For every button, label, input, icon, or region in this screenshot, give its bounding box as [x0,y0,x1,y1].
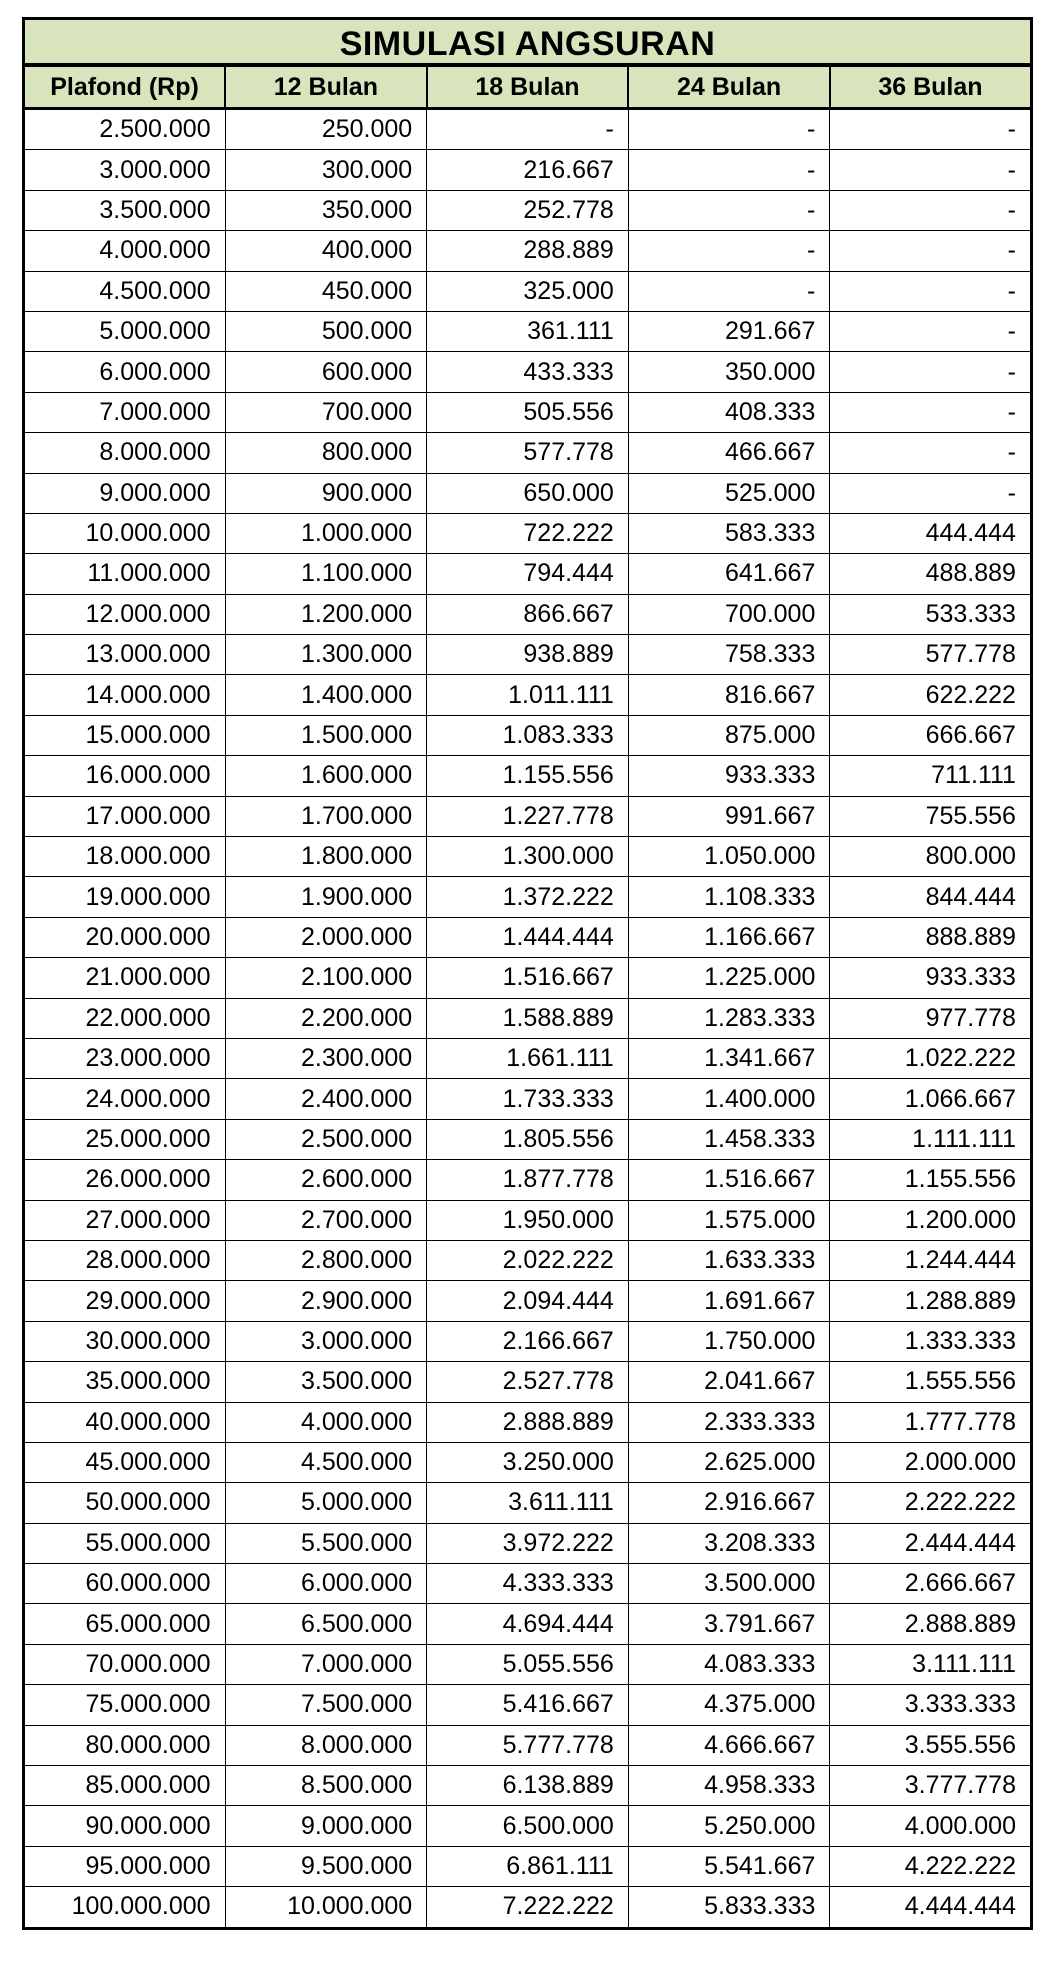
installment-18-cell: 1.227.778 [427,796,629,836]
installment-12-cell: 1.300.000 [225,635,427,675]
installment-36-cell: 488.889 [830,554,1032,594]
installment-12-cell: 7.500.000 [225,1685,427,1725]
plafond-cell: 29.000.000 [24,1281,226,1321]
column-header-plafond: Plafond (Rp) [24,66,226,109]
installment-18-cell: 288.889 [427,231,629,271]
plafond-cell: 19.000.000 [24,877,226,917]
plafond-cell: 20.000.000 [24,917,226,957]
installment-12-cell: 7.000.000 [225,1644,427,1684]
table-title: SIMULASI ANGSURAN [22,17,1033,65]
installment-36-cell: 3.555.556 [830,1725,1032,1765]
plafond-cell: 35.000.000 [24,1362,226,1402]
installment-24-cell: 1.400.000 [628,1079,830,1119]
installment-36-cell: 666.667 [830,715,1032,755]
plafond-cell: 2.500.000 [24,109,226,150]
installment-12-cell: 2.500.000 [225,1119,427,1159]
installment-24-cell: 3.791.667 [628,1604,830,1644]
installment-12-cell: 5.500.000 [225,1523,427,1563]
table-row [24,1685,1032,1725]
installment-24-cell: 2.333.333 [628,1402,830,1442]
installment-24-cell: 583.333 [628,513,830,553]
installment-24-cell: 700.000 [628,594,830,634]
installment-36-cell: - [830,433,1032,473]
installment-18-cell: 577.778 [427,433,629,473]
plafond-cell: 40.000.000 [24,1402,226,1442]
table-row [24,635,1032,675]
installment-36-cell: 1.555.556 [830,1362,1032,1402]
plafond-cell: 15.000.000 [24,715,226,755]
table-row [24,998,1032,1038]
plafond-cell: 85.000.000 [24,1766,226,1806]
installment-24-cell: 641.667 [628,554,830,594]
table-row [24,1604,1032,1644]
table-body [24,109,1032,1929]
installment-12-cell: 6.500.000 [225,1604,427,1644]
installment-36-cell: - [830,473,1032,513]
installment-24-cell: - [628,231,830,271]
installment-12-cell: 1.200.000 [225,594,427,634]
column-header-18-bulan: 18 Bulan [427,66,629,109]
installment-36-cell: - [830,271,1032,311]
installment-36-cell: 1.333.333 [830,1321,1032,1361]
plafond-cell: 45.000.000 [24,1442,226,1482]
installment-18-cell: 3.611.111 [427,1483,629,1523]
installment-24-cell: - [628,190,830,230]
installment-36-cell: - [830,231,1032,271]
installment-18-cell: 325.000 [427,271,629,311]
installment-12-cell: 5.000.000 [225,1483,427,1523]
table-row [24,1160,1032,1200]
installment-36-cell: 1.288.889 [830,1281,1032,1321]
table-row [24,392,1032,432]
table-row [24,311,1032,351]
installment-36-cell: 533.333 [830,594,1032,634]
column-header-12-bulan: 12 Bulan [225,66,427,109]
plafond-cell: 28.000.000 [24,1240,226,1280]
plafond-cell: 24.000.000 [24,1079,226,1119]
installment-12-cell: 4.000.000 [225,1402,427,1442]
table-row [24,1362,1032,1402]
installment-12-cell: 500.000 [225,311,427,351]
plafond-cell: 7.000.000 [24,392,226,432]
installment-36-cell: 888.889 [830,917,1032,957]
plafond-cell: 25.000.000 [24,1119,226,1159]
table-row [24,1321,1032,1361]
installment-18-cell: 5.777.778 [427,1725,629,1765]
installment-36-cell: - [830,311,1032,351]
installment-12-cell: 1.800.000 [225,837,427,877]
installment-24-cell: 875.000 [628,715,830,755]
table-row [24,1846,1032,1886]
plafond-cell: 23.000.000 [24,1038,226,1078]
table-row [24,917,1032,957]
installment-18-cell: 794.444 [427,554,629,594]
installment-24-cell: 991.667 [628,796,830,836]
installment-24-cell: 4.958.333 [628,1766,830,1806]
installment-24-cell: 1.516.667 [628,1160,830,1200]
installment-36-cell: - [830,150,1032,190]
table-row [24,473,1032,513]
installment-18-cell: 216.667 [427,150,629,190]
plafond-cell: 95.000.000 [24,1846,226,1886]
installment-36-cell: 2.888.889 [830,1604,1032,1644]
installment-12-cell: 4.500.000 [225,1442,427,1482]
plafond-cell: 3.000.000 [24,150,226,190]
plafond-cell: 18.000.000 [24,837,226,877]
plafond-cell: 27.000.000 [24,1200,226,1240]
plafond-cell: 16.000.000 [24,756,226,796]
installment-18-cell: 1.950.000 [427,1200,629,1240]
installment-18-cell: 4.694.444 [427,1604,629,1644]
table-row [24,958,1032,998]
installment-18-cell: 1.588.889 [427,998,629,1038]
plafond-cell: 9.000.000 [24,473,226,513]
plafond-cell: 75.000.000 [24,1685,226,1725]
installment-24-cell: 1.575.000 [628,1200,830,1240]
installment-36-cell: 711.111 [830,756,1032,796]
plafond-cell: 8.000.000 [24,433,226,473]
installment-36-cell: 2.222.222 [830,1483,1032,1523]
table-row [24,1119,1032,1159]
plafond-cell: 21.000.000 [24,958,226,998]
installment-24-cell: 3.208.333 [628,1523,830,1563]
installment-18-cell: 3.972.222 [427,1523,629,1563]
installment-36-cell: 844.444 [830,877,1032,917]
installment-36-cell: 4.222.222 [830,1846,1032,1886]
installment-12-cell: 600.000 [225,352,427,392]
installment-24-cell: 1.050.000 [628,837,830,877]
installment-24-cell: 5.250.000 [628,1806,830,1846]
table-row [24,1725,1032,1765]
installment-12-cell: 2.300.000 [225,1038,427,1078]
installment-18-cell: 361.111 [427,311,629,351]
installment-12-cell: 2.700.000 [225,1200,427,1240]
installment-12-cell: 1.000.000 [225,513,427,553]
table-row [24,1806,1032,1846]
installment-12-cell: 3.000.000 [225,1321,427,1361]
installment-12-cell: 300.000 [225,150,427,190]
installment-12-cell: 1.100.000 [225,554,427,594]
installment-36-cell: 2.000.000 [830,1442,1032,1482]
column-header-24-bulan: 24 Bulan [628,66,830,109]
installment-24-cell: 466.667 [628,433,830,473]
installment-18-cell: 1.877.778 [427,1160,629,1200]
installment-18-cell: 2.022.222 [427,1240,629,1280]
table-row [24,675,1032,715]
table-row [24,837,1032,877]
installment-36-cell: 1.777.778 [830,1402,1032,1442]
installment-24-cell: 1.166.667 [628,917,830,957]
installment-36-cell: - [830,352,1032,392]
installment-24-cell: 2.916.667 [628,1483,830,1523]
installment-12-cell: 6.000.000 [225,1564,427,1604]
installment-12-cell: 2.600.000 [225,1160,427,1200]
installment-36-cell: 3.333.333 [830,1685,1032,1725]
installment-36-cell: 622.222 [830,675,1032,715]
table-row [24,352,1032,392]
installment-12-cell: 250.000 [225,109,427,150]
installment-18-cell: 4.333.333 [427,1564,629,1604]
plafond-cell: 90.000.000 [24,1806,226,1846]
installment-36-cell: 577.778 [830,635,1032,675]
plafond-cell: 60.000.000 [24,1564,226,1604]
installment-36-cell: 2.444.444 [830,1523,1032,1563]
table-row [24,513,1032,553]
table-row [24,594,1032,634]
plafond-cell: 55.000.000 [24,1523,226,1563]
installment-18-cell: 1.083.333 [427,715,629,755]
installment-24-cell: 1.283.333 [628,998,830,1038]
table-row [24,1644,1032,1684]
installment-12-cell: 8.000.000 [225,1725,427,1765]
plafond-cell: 65.000.000 [24,1604,226,1644]
installment-24-cell: 350.000 [628,352,830,392]
table-row [24,190,1032,230]
installment-18-cell: 6.500.000 [427,1806,629,1846]
installment-24-cell: 3.500.000 [628,1564,830,1604]
installment-36-cell: 1.111.111 [830,1119,1032,1159]
installment-12-cell: 2.900.000 [225,1281,427,1321]
installment-12-cell: 400.000 [225,231,427,271]
installment-18-cell: 5.055.556 [427,1644,629,1684]
installment-12-cell: 2.100.000 [225,958,427,998]
installment-18-cell: 5.416.667 [427,1685,629,1725]
table-row [24,1483,1032,1523]
installment-12-cell: 450.000 [225,271,427,311]
installment-12-cell: 700.000 [225,392,427,432]
table-row [24,554,1032,594]
table-row [24,1766,1032,1806]
plafond-cell: 10.000.000 [24,513,226,553]
installment-24-cell: 2.041.667 [628,1362,830,1402]
installment-24-cell: 1.633.333 [628,1240,830,1280]
installment-12-cell: 1.700.000 [225,796,427,836]
table-row [24,150,1032,190]
plafond-cell: 4.500.000 [24,271,226,311]
plafond-cell: 14.000.000 [24,675,226,715]
installment-24-cell: 758.333 [628,635,830,675]
installment-36-cell: 3.111.111 [830,1644,1032,1684]
installment-24-cell: 2.625.000 [628,1442,830,1482]
plafond-cell: 6.000.000 [24,352,226,392]
installment-18-cell: 938.889 [427,635,629,675]
installment-18-cell: 650.000 [427,473,629,513]
installment-simulation-sheet [22,17,1030,1930]
table-header [24,66,1032,109]
installment-24-cell: 1.341.667 [628,1038,830,1078]
installment-36-cell: 4.000.000 [830,1806,1032,1846]
column-header-36-bulan: 36 Bulan [830,66,1032,109]
plafond-cell: 80.000.000 [24,1725,226,1765]
installment-36-cell: 1.200.000 [830,1200,1032,1240]
installment-12-cell: 2.200.000 [225,998,427,1038]
table-row [24,1281,1032,1321]
installment-24-cell: - [628,150,830,190]
table-row [24,1200,1032,1240]
installment-12-cell: 3.500.000 [225,1362,427,1402]
installment-24-cell: 1.108.333 [628,877,830,917]
installment-18-cell: 2.166.667 [427,1321,629,1361]
installment-36-cell: 1.244.444 [830,1240,1032,1280]
table-row [24,877,1032,917]
plafond-cell: 17.000.000 [24,796,226,836]
installment-24-cell: 525.000 [628,473,830,513]
installment-36-cell: - [830,190,1032,230]
installment-12-cell: 2.400.000 [225,1079,427,1119]
installment-24-cell: - [628,109,830,150]
table-row [24,715,1032,755]
installment-18-cell: 1.805.556 [427,1119,629,1159]
table-row [24,1402,1032,1442]
table-row [24,1523,1032,1563]
installment-36-cell: - [830,392,1032,432]
installment-36-cell: 2.666.667 [830,1564,1032,1604]
installment-24-cell: 4.083.333 [628,1644,830,1684]
installment-12-cell: 350.000 [225,190,427,230]
installment-18-cell: 866.667 [427,594,629,634]
installment-18-cell: 3.250.000 [427,1442,629,1482]
plafond-cell: 4.000.000 [24,231,226,271]
installment-18-cell: 2.094.444 [427,1281,629,1321]
installment-36-cell: 933.333 [830,958,1032,998]
installment-36-cell: 444.444 [830,513,1032,553]
installment-24-cell: 5.833.333 [628,1887,830,1928]
installment-18-cell: 6.138.889 [427,1766,629,1806]
installment-24-cell: 408.333 [628,392,830,432]
table-row [24,1442,1032,1482]
installment-24-cell: 4.375.000 [628,1685,830,1725]
installment-18-cell: 1.372.222 [427,877,629,917]
plafond-cell: 70.000.000 [24,1644,226,1684]
installment-12-cell: 800.000 [225,433,427,473]
installment-18-cell: 1.661.111 [427,1038,629,1078]
installment-18-cell: 1.155.556 [427,756,629,796]
installment-12-cell: 8.500.000 [225,1766,427,1806]
plafond-cell: 11.000.000 [24,554,226,594]
installment-24-cell: - [628,271,830,311]
installment-12-cell: 2.000.000 [225,917,427,957]
installment-12-cell: 1.500.000 [225,715,427,755]
installment-36-cell: 4.444.444 [830,1887,1032,1928]
installment-18-cell: 1.011.111 [427,675,629,715]
installment-24-cell: 4.666.667 [628,1725,830,1765]
installment-36-cell: 3.777.778 [830,1766,1032,1806]
plafond-cell: 3.500.000 [24,190,226,230]
installment-36-cell: 1.066.667 [830,1079,1032,1119]
table-row [24,433,1032,473]
installment-12-cell: 2.800.000 [225,1240,427,1280]
installment-24-cell: 1.225.000 [628,958,830,998]
installment-18-cell: 505.556 [427,392,629,432]
installment-24-cell: 291.667 [628,311,830,351]
installment-12-cell: 10.000.000 [225,1887,427,1928]
table-row [24,1038,1032,1078]
installment-18-cell: 2.527.778 [427,1362,629,1402]
plafond-cell: 5.000.000 [24,311,226,351]
installment-12-cell: 1.400.000 [225,675,427,715]
installment-18-cell: - [427,109,629,150]
installment-12-cell: 9.500.000 [225,1846,427,1886]
installment-24-cell: 933.333 [628,756,830,796]
installment-18-cell: 1.516.667 [427,958,629,998]
plafond-cell: 30.000.000 [24,1321,226,1361]
plafond-cell: 22.000.000 [24,998,226,1038]
table-row [24,1887,1032,1928]
table-row [24,271,1032,311]
installment-18-cell: 7.222.222 [427,1887,629,1928]
installment-table [22,17,1033,1930]
installment-18-cell: 1.300.000 [427,837,629,877]
header-row [24,66,1032,109]
installment-18-cell: 252.778 [427,190,629,230]
installment-36-cell: 755.556 [830,796,1032,836]
installment-24-cell: 1.750.000 [628,1321,830,1361]
installment-24-cell: 1.458.333 [628,1119,830,1159]
table-row [24,109,1032,150]
installment-24-cell: 5.541.667 [628,1846,830,1886]
plafond-cell: 13.000.000 [24,635,226,675]
installment-12-cell: 1.600.000 [225,756,427,796]
installment-36-cell: 1.022.222 [830,1038,1032,1078]
installment-36-cell: 1.155.556 [830,1160,1032,1200]
installment-18-cell: 722.222 [427,513,629,553]
installment-18-cell: 1.444.444 [427,917,629,957]
installment-18-cell: 433.333 [427,352,629,392]
table-row [24,1079,1032,1119]
installment-24-cell: 816.667 [628,675,830,715]
plafond-cell: 26.000.000 [24,1160,226,1200]
installment-36-cell: 977.778 [830,998,1032,1038]
table-row [24,1564,1032,1604]
installment-18-cell: 2.888.889 [427,1402,629,1442]
table-row [24,1240,1032,1280]
installment-18-cell: 1.733.333 [427,1079,629,1119]
installment-12-cell: 900.000 [225,473,427,513]
installment-24-cell: 1.691.667 [628,1281,830,1321]
installment-36-cell: - [830,109,1032,150]
installment-12-cell: 1.900.000 [225,877,427,917]
table-row [24,796,1032,836]
plafond-cell: 100.000.000 [24,1887,226,1928]
table-row [24,756,1032,796]
installment-12-cell: 9.000.000 [225,1806,427,1846]
plafond-cell: 12.000.000 [24,594,226,634]
installment-36-cell: 800.000 [830,837,1032,877]
table-row [24,231,1032,271]
plafond-cell: 50.000.000 [24,1483,226,1523]
installment-18-cell: 6.861.111 [427,1846,629,1886]
